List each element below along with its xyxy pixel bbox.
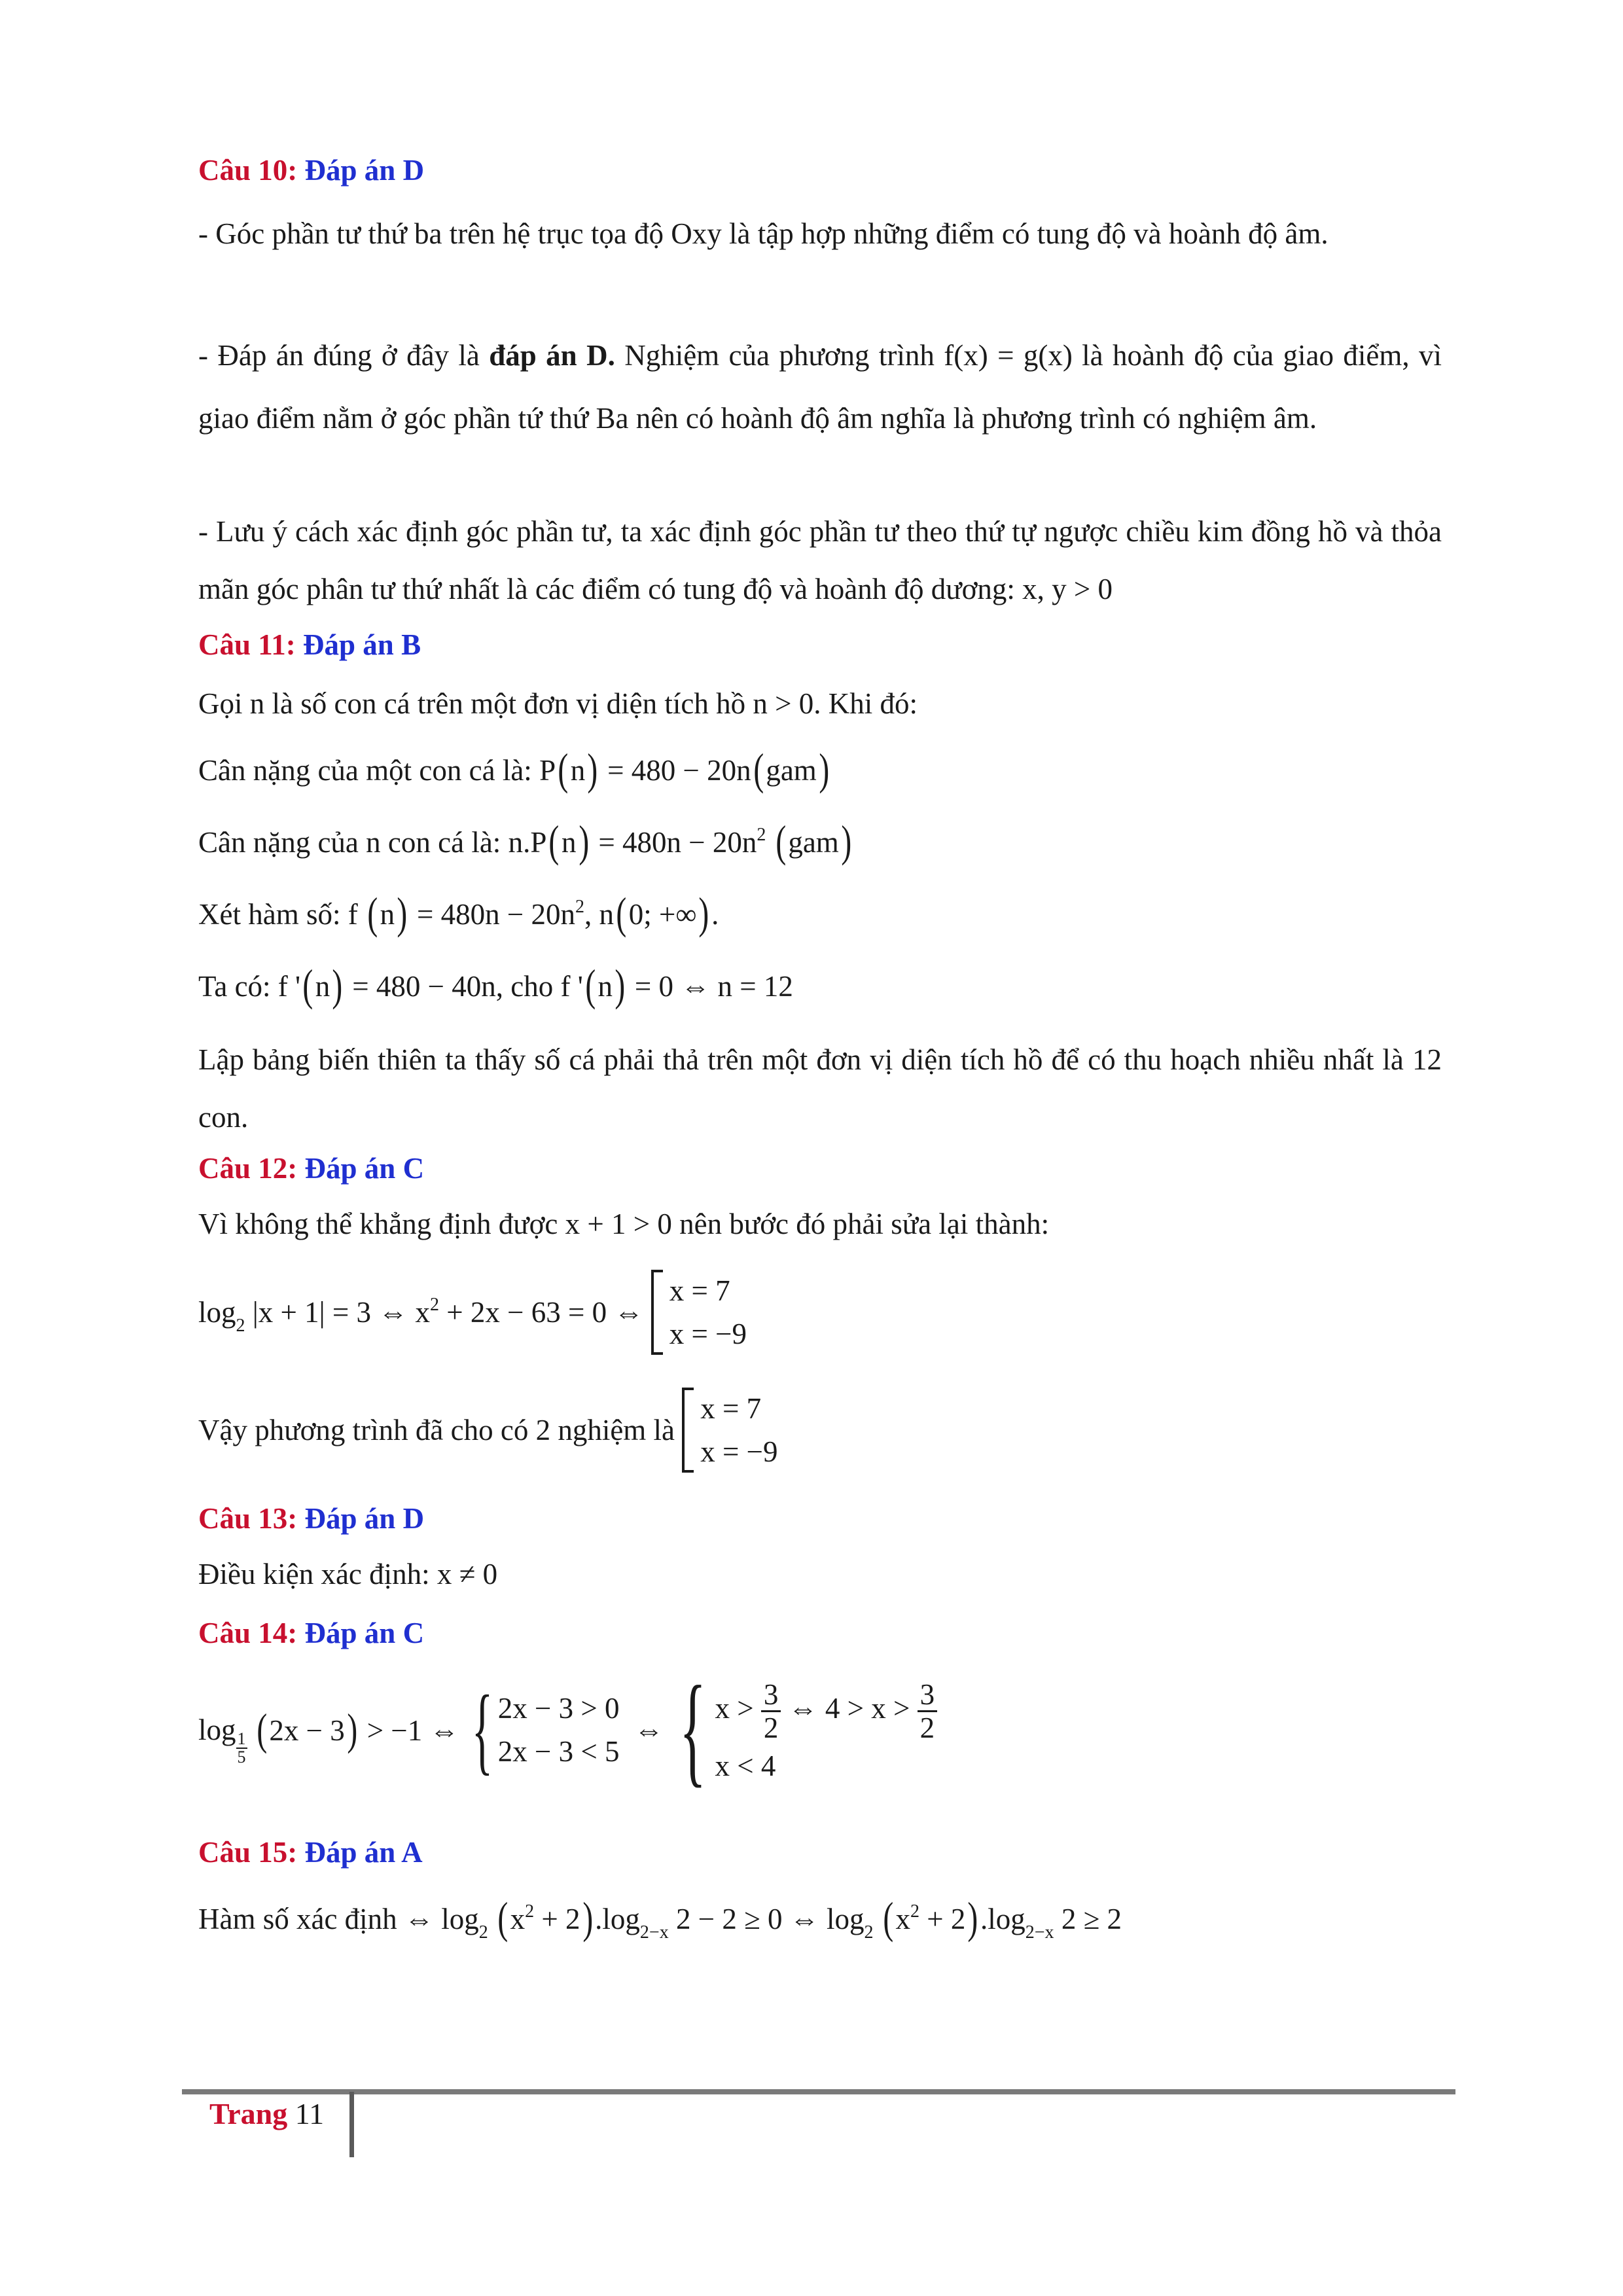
q13-line-1: Điều kiện xác định: x ≠ 0: [198, 1558, 498, 1590]
q11-line-3: Cân nặng của n con cá là: $n.P(n) = 480n - 20n^2$ (gam): [198, 821, 1442, 862]
q13-heading: Câu 13: Đáp án D: [198, 1502, 425, 1535]
q10-label: Câu 10:: [198, 154, 298, 187]
q11-line-4: Xét hàm số: f $(n) = 480n - 20n^2$, n(0; +∞).: [198, 888, 719, 938]
q12-equation: $\log_2 |x + 1| = 3$ ⇔ $x^2 + 2x - 63 = 0$ ⇔ x = 7 x = −9: [198, 1263, 1442, 1361]
footer-label: Trang: [209, 2097, 288, 2130]
q15-heading: Câu 15: Đáp án A: [198, 1836, 423, 1869]
q12-conclusion: Vậy phương trình đã cho có 2 nghiệm là x = 7 x = −9: [198, 1381, 1442, 1479]
q12-line-1: Vì không thể khẳng định được x + 1 > 0 nên bước đó phải sửa lại thành:: [198, 1208, 1050, 1240]
q14-equation: log $\frac{1}{5}$ (2x − 3) > −1 ⇔ { 2x − 3 > 0 2x − 3 < 5 ⇔ { x > $\frac{3}{2}$ ⇔ 4 > x > $\frac{3}{2}$ x < 4: [198, 1672, 1442, 1803]
q11-formula-function: f $(n) = 480n - 20n^2$, n(0; +∞).: [348, 888, 719, 938]
q11-formula-total: $n.P(n) = 480n - 20n^2$ (gam): [508, 816, 852, 866]
q12-heading: Câu 12: Đáp án C: [198, 1152, 425, 1185]
q11-line-6: Lập bảng biến thiên ta thấy số cá phải thả trên một đơn vị diện tích hồ để có thu hoạch nhiều nhất là 12 con.: [198, 1043, 1442, 1134]
q10-equation: f(x) = g(x): [944, 339, 1073, 372]
page-number: 11: [294, 2097, 325, 2130]
q10-answer: Đáp án D: [304, 154, 425, 187]
page-footer: [209, 2094, 324, 2134]
q10-heading: [198, 151, 1442, 190]
q10-paragraph-3: - Lưu ý cách xác định góc phần tư, ta xác định góc phần tư theo thứ tự ngược chiều kim đồng hồ và thỏa mãn góc phân tư thứ nhất là các điểm có tung độ và hoành độ dương: x, y > 0: [198, 515, 1442, 605]
q11-heading: Câu 11: Đáp án B: [198, 628, 421, 661]
footer-divider: [349, 2092, 354, 2157]
q11-formula-weight: P(n) = 480 − 20n(gam): [539, 744, 830, 794]
q10-paragraph-1: - Góc phần tư thứ ba trên hệ trục tọa độ Oxy là tập hợp những điểm có tung độ và hoành độ âm.: [198, 217, 1329, 250]
q10-paragraph-2: - Đáp án đúng ở đây là đáp án D. Nghiệm của phương trình f(x) = g(x) là hoành độ của giao điểm, vì giao điểm nằm ở góc phần tứ thứ Ba nên có hoành độ âm nghĩa là phương trình có nghiệm âm.: [198, 339, 1442, 435]
q14-heading: Câu 14: Đáp án C: [198, 1617, 425, 1649]
footer-rule: [182, 2089, 1455, 2094]
q15-line-1: Hàm số xác định ⇔ $\log_2 (x^2 + 2).\log_{2-x}$ 2 − 2 ≥ 0 ⇔ $\log_2 (x^2 + 2).\log_{2-x}$ 2 ≥ 2: [198, 1893, 1122, 1943]
q11-line-5: Ta có: f '(n) = 480 − 40n, cho f '(n) = 0 ⇔ n = 12: [198, 960, 793, 1010]
q11-line-2: Cân nặng của một con cá là: P(n) = 480 − 20n(gam): [198, 749, 1442, 790]
q11-line-1: Gọi n là số con cá trên một đơn vị diện tích hồ n > 0. Khi đó:: [198, 687, 918, 720]
